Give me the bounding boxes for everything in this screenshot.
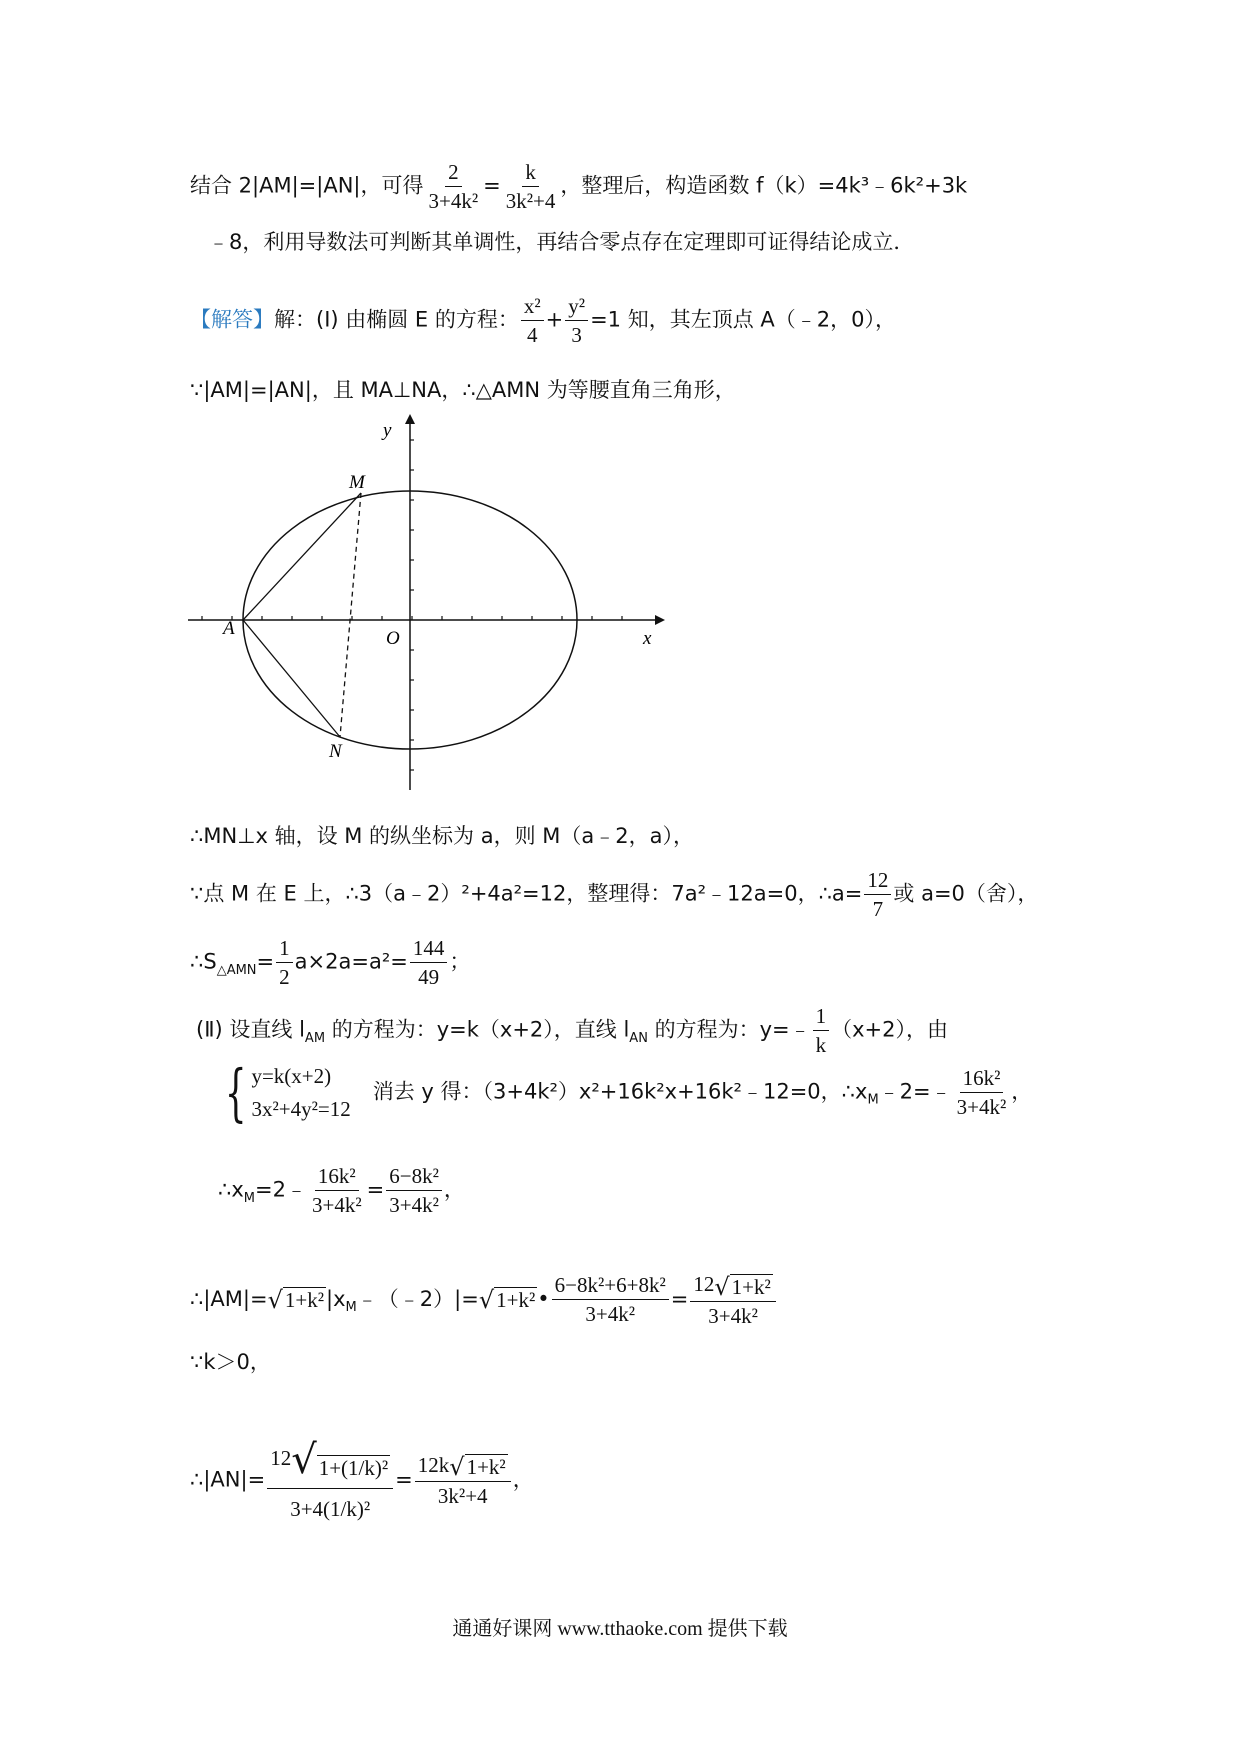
subscript: AM	[304, 1030, 326, 1046]
fraction-denominator: 3	[571, 323, 582, 348]
text-line-7	[190, 936, 470, 989]
text-line-10	[218, 1164, 465, 1217]
coefficient: 12	[693, 1272, 715, 1296]
fraction-numerator: k	[522, 160, 539, 187]
fraction-denominator: 3+4k²	[311, 1193, 362, 1218]
fraction-numerator	[415, 1453, 511, 1483]
text-segment: ，	[512, 1467, 534, 1492]
ellipse-figure	[185, 412, 665, 792]
text-segment: ∵点 M 在 E 上，∴3（a﹣2）²+4a²=12，整理得：7a²﹣12a=0，∴a=	[190, 881, 863, 906]
text-segment: ﹣（﹣2）|=	[356, 1286, 479, 1311]
text-segment: =2﹣	[255, 1177, 307, 1202]
text-line-1	[190, 160, 967, 213]
text-line-5	[190, 826, 694, 847]
radical-sign: √	[291, 1437, 317, 1483]
fraction-numerator: 6−8k²	[386, 1164, 442, 1191]
fraction-numerator: 6−8k²+6+8k²	[552, 1273, 669, 1300]
fraction	[813, 1004, 830, 1057]
label-m: M	[349, 472, 365, 493]
left-brace: {	[224, 1055, 247, 1129]
text-segment: ﹣8，利用导数法可判断其单调性，再结合零点存在定理即可证得结论成立．	[208, 230, 915, 254]
fraction-numerator: 12	[864, 868, 891, 895]
fraction	[309, 1164, 365, 1217]
fraction-denominator: 3+4k²	[389, 1193, 439, 1218]
equals-sign: =	[366, 1177, 385, 1202]
text-segment: a×2a=a²=	[294, 949, 408, 974]
fraction-numerator	[690, 1272, 775, 1302]
text-segment: ∵|AM|=|AN|，且 MA⊥NA，∴△AMN 为等腰直角三角形，	[190, 378, 736, 402]
segment-am	[243, 493, 361, 620]
text-segment: ；	[449, 949, 471, 974]
text-segment: 结合 2|AM|=|AN|，可得	[190, 173, 424, 198]
fraction-numerator: 16k²	[315, 1164, 359, 1191]
text-segment: (Ⅱ) 设直线 l	[196, 1017, 305, 1042]
coefficient: 12	[270, 1445, 292, 1470]
text-line-9	[216, 1055, 1033, 1129]
fraction-denominator: 3+4(1/k)²	[290, 1497, 371, 1521]
text-segment: |x	[326, 1286, 346, 1311]
fraction-denominator: 49	[418, 965, 440, 990]
fraction	[415, 1453, 511, 1509]
text-segment: 解：(Ⅰ) 由椭圆 E 的方程：	[274, 307, 519, 332]
text-segment: 的方程为：y=k（x+2），直线 l	[325, 1017, 630, 1042]
fraction	[276, 936, 293, 989]
dot-operator: •	[537, 1286, 550, 1311]
radicand: 1+(1/k)²	[318, 1455, 389, 1480]
label-x: x	[643, 628, 652, 649]
subscript: AN	[629, 1030, 648, 1046]
fraction-denominator: k	[815, 1033, 827, 1058]
radical-sign: √	[449, 1453, 465, 1482]
equals-sign: =	[483, 173, 501, 198]
fraction-numerator: x²	[521, 294, 544, 321]
text-segment: ∴MN⊥x 轴，设 M 的纵坐标为 a，则 M（a﹣2，a），	[190, 824, 694, 848]
fraction	[690, 1272, 775, 1328]
text-line-4	[190, 380, 736, 401]
radical-sign: √	[714, 1272, 730, 1301]
subscript: M	[345, 1300, 357, 1316]
segment-mn-dashed	[340, 493, 361, 737]
radical-sign: √	[267, 1286, 283, 1315]
text-segment: ，	[443, 1177, 465, 1202]
square-root	[267, 1286, 326, 1315]
text-segment: 消去 y 得：（3+4k²）x²+16k²x+16k²﹣12=0，∴x	[372, 1079, 868, 1104]
label-a: A	[223, 618, 235, 639]
radical-sign: √	[478, 1286, 495, 1315]
text-line-12	[190, 1352, 271, 1373]
text-segment: =	[256, 949, 275, 974]
text-segment: （x+2），由	[831, 1017, 949, 1042]
fraction-numerator: 1	[276, 936, 293, 963]
square-root	[449, 1453, 507, 1482]
text-segment: ∴x	[218, 1177, 244, 1202]
fraction-numerator: 16k²	[960, 1066, 1004, 1093]
fraction-denominator: 3+4k²	[708, 1303, 758, 1328]
radicand: 1+k²	[466, 1455, 506, 1480]
equation-system	[216, 1055, 351, 1129]
equals-sign: =	[670, 1286, 689, 1311]
square-root	[478, 1286, 537, 1315]
text-segment: 的方程为：y=﹣	[647, 1017, 811, 1042]
fraction-denominator: 3+4k²	[428, 189, 479, 214]
fraction	[565, 294, 588, 347]
text-segment: ∴|AN|=	[190, 1467, 266, 1492]
square-root	[291, 1437, 390, 1483]
subscript: M	[867, 1092, 879, 1108]
system-equation-2: 3x²+4y²=12	[251, 1096, 351, 1121]
radicand: 1+k²	[284, 1288, 325, 1313]
text-segment: 或 a=0（舍），	[893, 881, 1039, 906]
fraction-numerator	[267, 1437, 393, 1489]
answer-label: 【解答】	[190, 307, 274, 332]
equals-sign: =	[395, 1467, 413, 1492]
system-equation-1: y=k(x+2)	[251, 1064, 332, 1088]
subscript: M	[243, 1190, 256, 1206]
fraction-denominator: 3+4k²	[585, 1302, 636, 1327]
text-segment: ﹣2=﹣	[878, 1079, 952, 1104]
page-footer: 通通好课网 www.tthaoke.com 提供下载	[452, 1618, 788, 1640]
fraction-numerator: y²	[565, 294, 588, 321]
fraction-denominator: 3+4k²	[956, 1095, 1007, 1120]
fraction	[552, 1273, 669, 1326]
fraction-denominator: 2	[279, 965, 290, 990]
fraction	[410, 936, 448, 989]
label-n: N	[329, 741, 342, 762]
text-segment: ∴S	[190, 949, 217, 974]
segment-an	[243, 620, 340, 737]
subscript: △AMN	[216, 962, 257, 978]
fraction-denominator: 3k²+4	[437, 1484, 488, 1509]
fraction-numerator: 1	[813, 1004, 830, 1031]
x-axis-arrow	[655, 615, 665, 625]
fraction-denominator: 3k²+4	[505, 189, 556, 214]
text-segment: =1 知，其左顶点 A（﹣2，0），	[590, 307, 896, 332]
fraction	[521, 294, 544, 347]
text-line-8	[196, 1004, 948, 1057]
text-line-2	[208, 232, 914, 253]
text-line-11	[190, 1272, 778, 1328]
plus-sign: +	[545, 307, 564, 332]
fraction	[386, 1164, 442, 1217]
radicand: 1+k²	[496, 1288, 536, 1313]
fraction-denominator: 4	[527, 323, 538, 348]
label-o: O	[386, 628, 400, 649]
text-segment: ，整理后，构造函数 f（k）=4k³﹣6k²+3k	[560, 173, 968, 198]
fraction	[954, 1066, 1010, 1119]
square-root	[714, 1274, 772, 1299]
coefficient: 12k	[417, 1452, 450, 1477]
text-line-6	[190, 868, 1038, 921]
text-segment: ∵k＞0，	[190, 1350, 271, 1374]
fraction	[267, 1437, 393, 1521]
equation-system-rows	[251, 1060, 350, 1125]
y-axis-arrow	[405, 414, 415, 424]
fraction-denominator: 7	[872, 897, 884, 922]
text-line-3	[190, 294, 896, 347]
radicand: 1+k²	[731, 1274, 771, 1299]
fraction	[426, 160, 482, 213]
text-line-13	[190, 1437, 534, 1521]
text-segment: ∴|AM|=	[190, 1286, 268, 1311]
text-segment: ，	[1011, 1079, 1033, 1104]
fraction	[864, 868, 891, 921]
fraction-numerator: 2	[445, 160, 462, 187]
fraction-numerator: 144	[410, 936, 448, 963]
label-y: y	[383, 420, 392, 441]
fraction	[503, 160, 559, 213]
